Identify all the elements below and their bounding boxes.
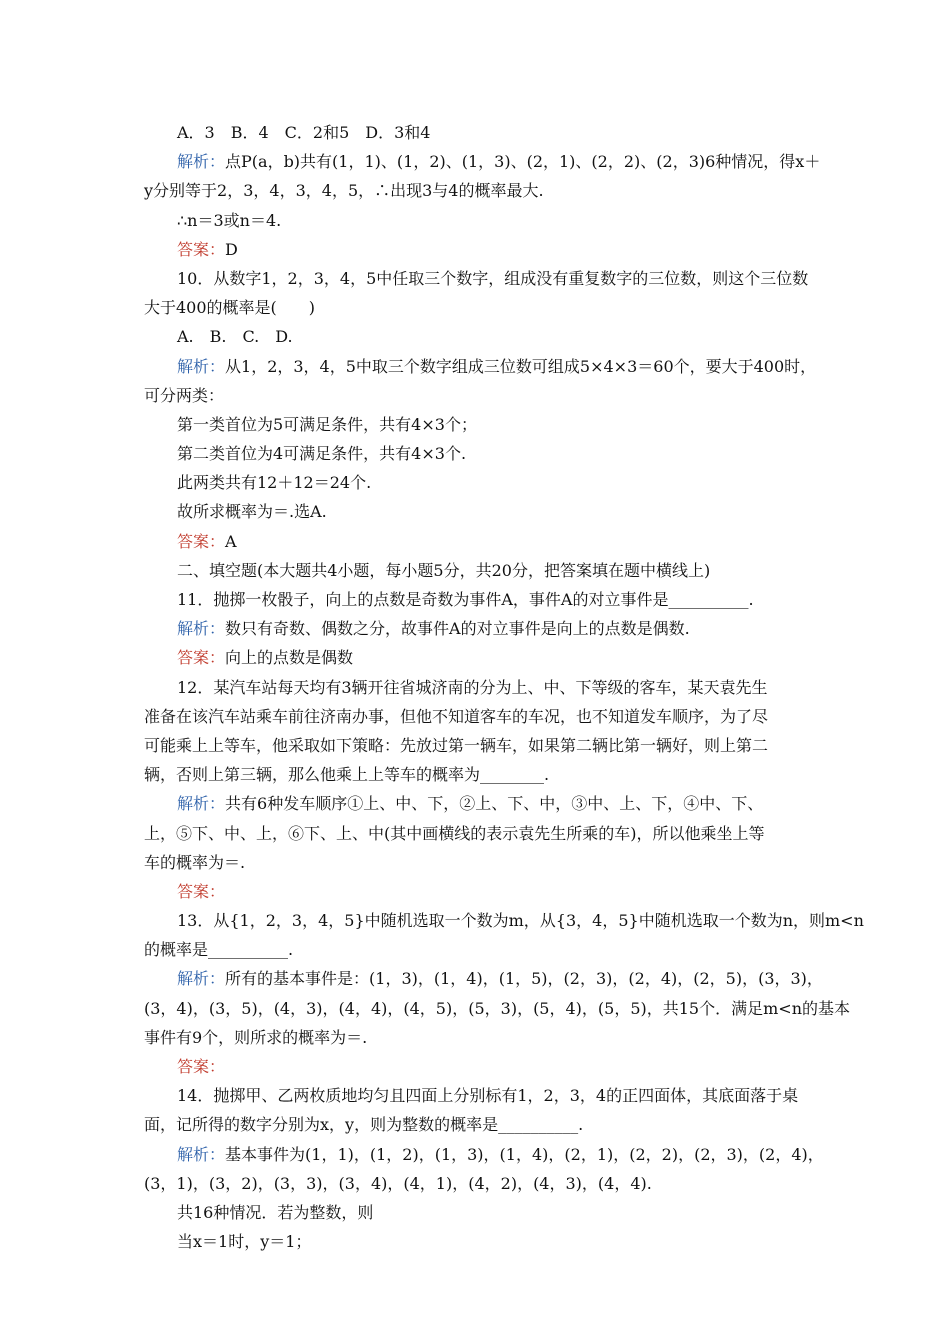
q10-analysis-line-3: 第一类首位为5可满足条件，共有4×3个； [177, 414, 477, 434]
q14-stem-line-1: 14．抛掷甲、乙两枚质地均匀且四面上分别标有1，2，3，4的正四面体，其底面落于桌 [177, 1086, 799, 1106]
answer-label: 答案： [177, 881, 226, 901]
section-2-heading: 二、填空题(本大题共4小题，每小题5分，共20分，把答案填在题中横线上) [177, 560, 711, 580]
q10-stem-line-1: 10．从数字1，2，3，4，5中任取三个数字，组成没有重复数字的三位数，则这个三位数 [177, 268, 809, 288]
q12-analysis-line-3: 车的概率为＝. [144, 852, 246, 872]
q14-analysis-line-4: 当x＝1时，y＝1； [177, 1232, 312, 1252]
q12-stem-line-1: 12．某汽车站每天均有3辆开往省城济南的分为上、中、下等级的客车，某天袁先生 [177, 677, 768, 697]
q13-analysis-line-1: 解析：所有的基本事件是：(1，3)，(1，4)，(1，5)，(2，3)，(2，4)，(2，5)，(3，3)， [177, 969, 823, 989]
q11-answer: 答案：向上的点数是偶数 [177, 648, 354, 668]
q9-answer: 答案：D [177, 239, 238, 259]
analysis-label: 解析： [177, 619, 226, 639]
q13-answer [144, 1052, 806, 1081]
q12-stem-line-4: 辆，否则上第三辆，那么他乘上上等车的概率为________. [144, 765, 550, 785]
q12-stem-line-3: 可能乘上上等车，他采取如下策略：先放过第一辆车，如果第二辆比第一辆好，则上第二 [144, 735, 769, 755]
q10-analysis-line-6: 故所求概率为＝.选A. [177, 502, 327, 522]
analysis-label: 解析： [177, 794, 226, 814]
document-body [144, 118, 864, 1256]
q9-analysis-line-3: ∴n＝3或n＝4. [177, 210, 282, 230]
q10-analysis-line-4: 第二类首位为4可满足条件，共有4×3个. [177, 444, 467, 464]
answer-label: 答案： [177, 531, 226, 551]
q10-answer: 答案：A [177, 531, 237, 551]
q14-analysis-line-2: (3，1)，(3，2)，(3，3)，(3，4)，(4，1)，(4，2)，(4，3)，(4，4). [144, 1173, 652, 1193]
q14-stem-line-2: 面，记所得的数字分别为x，y，则为整数的概率是__________. [144, 1115, 584, 1135]
q10-options: A. B. C. D. [177, 327, 293, 347]
answer-label: 答案： [177, 1057, 226, 1076]
analysis-label: 解析： [177, 356, 226, 376]
q10-analysis-line-1: 解析：从1，2，3，4，5中取三个数字组成三位数可组成5×4×3＝60个，要大于400时， [177, 356, 817, 376]
q12-stem-line-2: 准备在该汽车站乘车前往济南办事，但他不知道客车的车况，也不知道发车顺序，为了尽 [144, 706, 769, 726]
q13-stem-line-1: 13．从{1，2，3，4，5}中随机选取一个数为m，从{3，4，5}中随机选取一个数为n，则m<n [177, 911, 864, 931]
q12-analysis-line-1: 解析：共有6种发车顺序①上、中、下，②上、下、中，③中、上、下，④中、下、 [177, 794, 764, 814]
q12-analysis-line-2: 上，⑤下、中、上，⑥下、上、中(其中画横线的表示袁先生所乘的车)，所以他乘坐上等 [144, 823, 765, 843]
q12-answer [144, 877, 806, 906]
answer-label: 答案： [177, 648, 226, 668]
q14-analysis-line-1: 解析：基本事件为(1，1)，(1，2)，(1，3)，(1，4)，(2，1)，(2，2)，(2，3)，(2，4)， [177, 1144, 824, 1164]
q9-analysis-line-2: y分别等于2，3，4，3，4，5，∴出现3与4的概率最大. [144, 181, 544, 201]
q13-analysis-line-2: (3，4)，(3，5)，(4，3)，(4，4)，(4，5)，(5，3)，(5，4)，(5，5)，共15个．满足m<n的基本 [144, 998, 850, 1018]
q9-options: A．3 B．4 C．2和5 D．3和4 [177, 123, 431, 142]
q10-analysis-line-5: 此两类共有12＋12＝24个. [177, 473, 372, 493]
analysis-label: 解析： [177, 152, 226, 172]
q11-analysis: 解析：数只有奇数、偶数之分，故事件A的对立事件是向上的点数是偶数. [177, 619, 690, 639]
q11-stem: 11．抛掷一枚骰子，向上的点数是奇数为事件A，事件A的对立事件是__________. [177, 590, 754, 609]
answer-label: 答案： [177, 239, 226, 259]
q13-stem-line-2: 的概率是__________. [144, 940, 294, 960]
analysis-label: 解析： [177, 1144, 226, 1164]
q14-analysis-line-3: 共16种情况．若为整数，则 [177, 1202, 374, 1222]
q10-stem-line-2: 大于400的概率是( ) [144, 298, 316, 318]
q10-analysis-line-2: 可分两类： [144, 385, 225, 405]
analysis-label: 解析： [177, 969, 226, 989]
q9-analysis-line-1: 解析：点P(a，b)共有(1，1)、(1，2)、(1，3)、(2，1)、(2，2)、(2，3)6种情况，得x＋ [177, 152, 821, 172]
q13-analysis-line-3: 事件有9个，则所求的概率为＝. [144, 1027, 368, 1047]
